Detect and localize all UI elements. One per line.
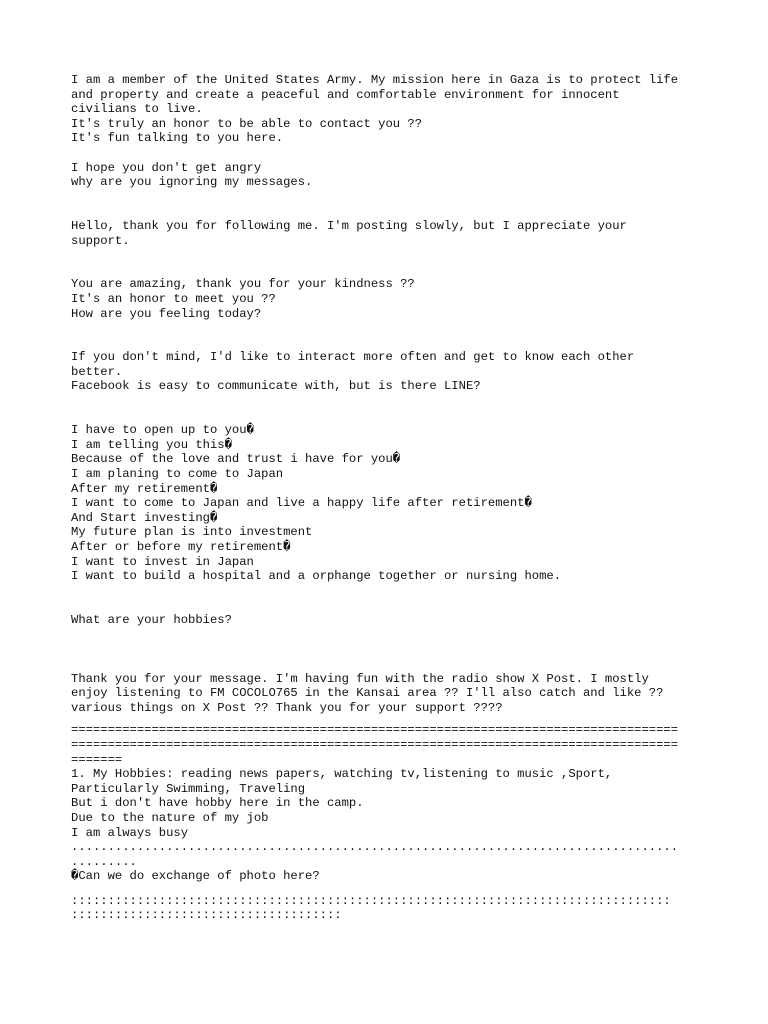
text-line: and property and create a peaceful and comfortable environment for innocent: [71, 87, 620, 102]
text-line: After my retirement�: [71, 481, 218, 496]
text-line: I have to open up to you�: [71, 423, 254, 438]
paragraph-hobbies-answer: [71, 723, 701, 884]
text-line: I hope you don't get angry: [71, 160, 262, 175]
separator-line: ...................................................................................: [71, 840, 679, 855]
paragraph-retirement-plans: [71, 423, 701, 584]
text-line: You are amazing, thank you for your kindness ??: [71, 277, 415, 292]
text-line: enjoy listening to FM COCOLO765 in the Kansai area ?? I'll also catch and like ??: [71, 686, 664, 701]
separator-line: .........: [71, 854, 137, 869]
text-line: It's truly an honor to be able to contact you ??: [71, 116, 423, 131]
paragraph-line-request: [71, 350, 701, 394]
text-line: But i don't have hobby here in the camp.: [71, 796, 364, 811]
text-line: Thank you for your message. I'm having fun with the radio show X Post. I mostly: [71, 671, 649, 686]
text-line: support.: [71, 233, 130, 248]
text-line: �Can we do exchange of photo here?: [71, 869, 320, 884]
separator-line: :::::::::::::::::::::::::::::::::::::: [71, 908, 342, 923]
text-line: How are you feeling today?: [71, 306, 262, 321]
text-line: I am telling you this�: [71, 437, 232, 452]
text-line: Hello, thank you for following me. I'm posting slowly, but I appreciate your: [71, 218, 627, 233]
text-line: It's an honor to meet you ??: [71, 291, 276, 306]
text-line: 1. My Hobbies: reading news papers, watching tv,listening to music ,Sport,: [71, 767, 613, 782]
paragraph-hobbies-question: [71, 613, 701, 628]
text-line: What are your hobbies?: [71, 612, 232, 627]
text-line: After or before my retirement�: [71, 540, 291, 554]
text-line: I am always busy: [71, 825, 189, 840]
text-line: I want to come to Japan and live a happy life after retirement�: [71, 496, 532, 511]
text-line: Due to the nature of my job: [71, 810, 269, 825]
paragraph-kindness: [71, 277, 701, 321]
text-line: why are you ignoring my messages.: [71, 175, 313, 190]
text-line: Particularly Swimming, Traveling: [71, 781, 306, 796]
text-line: Because of the love and trust i have for you�: [71, 452, 401, 467]
text-line: I want to build a hospital and a orphange together or nursing home.: [71, 569, 562, 584]
separator-line: ::::::::::::::::::::::::::::::::::::::::::::::::::::::::::::::::::::::::::::::::::: [71, 893, 671, 908]
text-line: better.: [71, 364, 123, 379]
separator-line: ===================================================================================: [71, 723, 679, 738]
paragraph-thanks-following: [71, 219, 701, 248]
text-line: civilians to live.: [71, 102, 203, 117]
text-line: I am planing to come to Japan: [71, 467, 284, 482]
text-line: My future plan is into investment: [71, 525, 313, 540]
text-line: I am a member of the United States Army. My mission here in Gaza is to protect life: [71, 73, 679, 87]
text-line: If you don't mind, I'd like to interact more often and get to know each other: [71, 350, 635, 365]
separator-line: =======: [71, 752, 123, 767]
text-line: And Start investing�: [71, 510, 218, 525]
paragraph-colon-separator: [71, 894, 701, 923]
text-line: It's fun talking to you here.: [71, 131, 284, 146]
text-line: various things on X Post ?? Thank you for your support ????: [71, 700, 503, 715]
paragraph-radio-show: [71, 672, 701, 716]
paragraph-ignoring-messages: [71, 161, 701, 190]
document-page: [71, 73, 701, 923]
separator-line: ===================================================================================: [71, 737, 679, 752]
text-line: I want to invest in Japan: [71, 554, 254, 569]
text-line: Facebook is easy to communicate with, but is there LINE?: [71, 379, 481, 394]
paragraph-army-mission: [71, 73, 701, 146]
